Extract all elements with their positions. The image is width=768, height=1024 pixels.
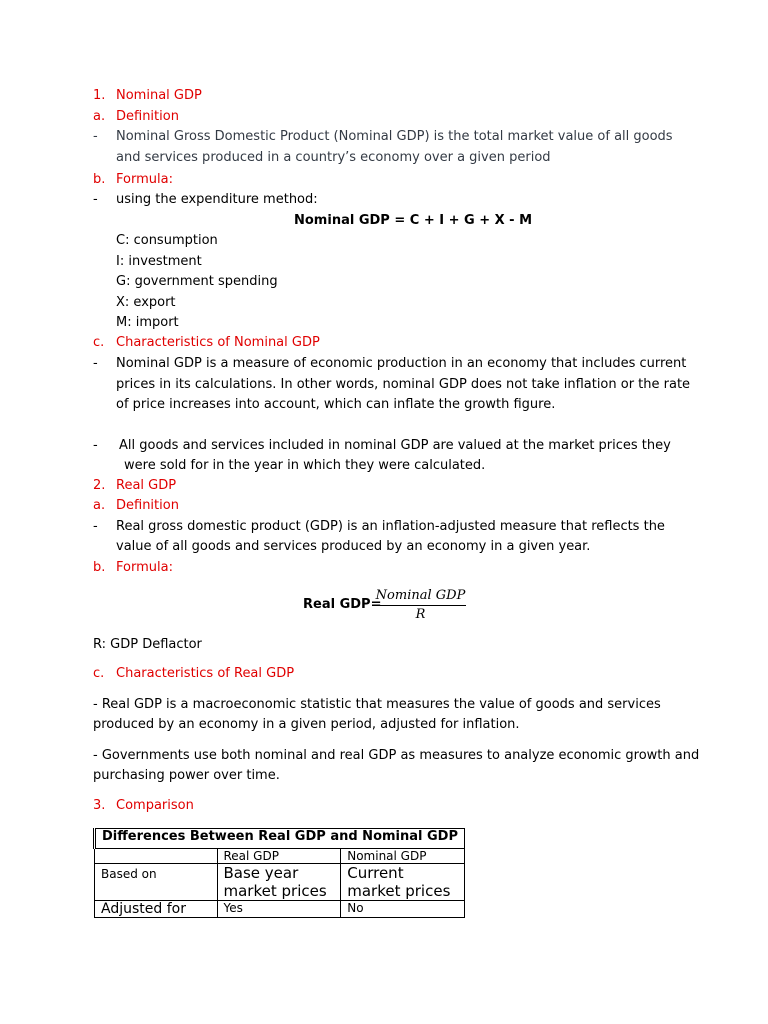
real-char-p2-line2: purchasing power over time. — [93, 768, 280, 783]
section-2b-heading: b. Formula: — [93, 560, 173, 575]
component-consumption: C: consumption — [116, 233, 218, 248]
real-char-p1-line1: - Real GDP is a macroeconomic statistic that measures the value of goods and services — [93, 697, 661, 712]
cell-real-adjusted: Yes — [217, 901, 341, 918]
nominal-char-p2-line1: - All goods and services included in nominal GDP are valued at the market prices they — [93, 438, 671, 453]
cell-nominal-adjusted: No — [341, 901, 465, 918]
real-definition-line2: value of all goods and services produced by an economy in a given year. — [116, 539, 591, 554]
section-1c-heading: c. Characteristics of Nominal GDP — [93, 335, 320, 350]
row-label-based-on: Based on — [95, 864, 218, 901]
cell-real-based-on-l1: Base year — [223, 864, 299, 882]
nominal-definition-line1: - Nominal Gross Domestic Product (Nominal GDP) is the total market value of all goods — [93, 129, 673, 144]
component-government: G: government spending — [116, 274, 278, 289]
cell-real-based-on-l2: market prices — [223, 882, 327, 900]
section-2c-heading: c. Characteristics of Real GDP — [93, 666, 295, 681]
component-investment: I: investment — [116, 254, 202, 269]
deflator-definition: R: GDP Deflactor — [93, 637, 202, 652]
component-export: X: export — [116, 295, 176, 310]
fraction-bar — [375, 605, 466, 606]
nominal-char-p2-line2: were sold for in the year in which they were calculated. — [124, 458, 486, 473]
cell-real-based-on — [217, 864, 341, 901]
table-header-empty — [95, 849, 218, 864]
real-definition-line1: - Real gross domestic product (GDP) is an inflation-adjusted measure that reflects the — [93, 519, 665, 534]
section-1b-heading: b. Formula: — [93, 172, 173, 187]
table-title: Differences Between Real GDP and Nominal GDP — [95, 829, 465, 849]
cell-nominal-based-on-l1: Current — [347, 864, 404, 882]
real-char-p1-line2: produced by an economy in a given period, adjusted for inflation. — [93, 717, 520, 732]
real-gdp-formula-label: Real GDP= — [303, 597, 382, 612]
real-char-p2-line1: - Governments use both nominal and real GDP as measures to analyze economic growth and — [93, 748, 700, 763]
section-3-heading: 3. Comparison — [93, 798, 194, 813]
section-2-heading: 2. Real GDP — [93, 478, 177, 493]
section-1a-heading: a. Definition — [93, 109, 179, 124]
row-label-adjusted-for: Adjusted for — [95, 901, 218, 918]
formula-denominator: R — [415, 607, 426, 622]
nominal-definition-line2: and services produced in a country’s economy over a given period — [116, 150, 551, 165]
component-import: M: import — [116, 315, 179, 330]
nominal-char-p1-line3: of price increases into account, which can inflate the growth figure. — [116, 397, 556, 412]
expenditure-method-line: - using the expenditure method: — [93, 192, 318, 207]
table-header-real: Real GDP — [217, 849, 341, 864]
section-2a-heading: a. Definition — [93, 498, 179, 513]
nominal-char-p1-line1: - Nominal GDP is a measure of economic production in an economy that includes current — [93, 356, 687, 371]
formula-numerator: Nominal GDP — [375, 588, 466, 603]
cell-nominal-based-on-l2: market prices — [347, 882, 451, 900]
cell-nominal-based-on — [341, 864, 465, 901]
nominal-gdp-formula: Nominal GDP = C + I + G + X - M — [294, 213, 533, 228]
comparison-table — [93, 828, 465, 918]
section-1-heading: 1. Nominal GDP — [93, 88, 202, 103]
table-header-nominal: Nominal GDP — [341, 849, 465, 864]
nominal-char-p1-line2: prices in its calculations. In other words, nominal GDP does not take inflation or the rate — [116, 377, 691, 392]
